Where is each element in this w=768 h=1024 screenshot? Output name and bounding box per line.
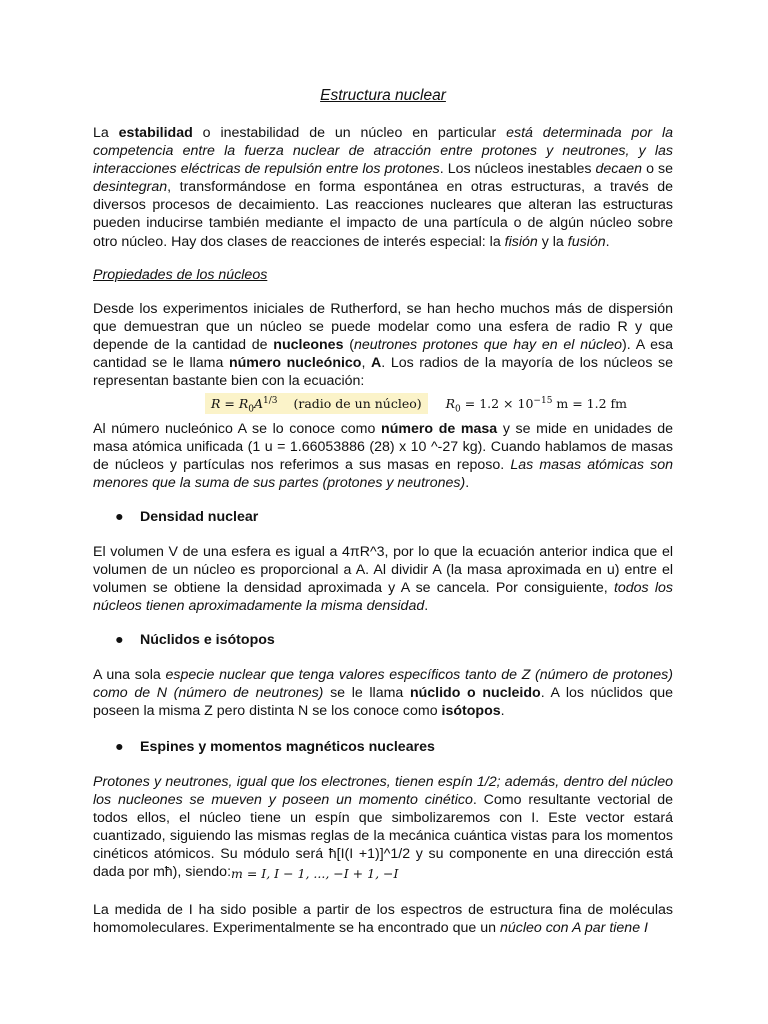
section-heading: Propiedades de los núcleos: [93, 267, 268, 283]
text-run: A una sola: [93, 667, 166, 683]
text-run: .: [465, 475, 470, 492]
text-run: . A los núclidos que poseen la misma Z pero distinta N se los conoce como: [93, 685, 674, 720]
text-run: se le llama: [323, 685, 410, 702]
bullet-density: ● Densidad nuclear: [115, 509, 259, 525]
equation-spin-projection: m = I, I − 1, ..., −I + 1, −I: [231, 866, 399, 881]
text-run: núcleo con A par tiene I: [499, 920, 648, 937]
text-run: desintegran: [93, 179, 168, 196]
text-run: decaen: [595, 161, 643, 178]
text-run: y la: [537, 233, 568, 250]
text-run: ). A esa cantidad se le llama: [93, 337, 674, 372]
paragraph-properties: [93, 300, 673, 390]
bullet-nuclides: ● Núclidos e isótopos: [115, 632, 275, 648]
text-run: . Los radios de la mayoría de los núcleos se representan bastante bien con la ecuación:: [93, 355, 673, 390]
text-run: El volumen V de una esfera es igual a 4πR^3, por lo que la ecuación anterior indica que el volumen de un núcleo es proporcional a A. Al dividir A (la masa aproximada en u) entre el volumen se obtiene la densidad aproximada y A se cancela. Por consiguiente,: [93, 544, 673, 597]
text-run: está determinada por la competencia entre la fuerza nuclear de atracción entre protones y neutrones, y las interacciones eléctricas de repulsión entre los protones: [93, 125, 673, 178]
text-run: estabilidad: [118, 125, 193, 141]
text-run: isótopos: [441, 703, 501, 720]
paragraph-density: [93, 543, 673, 615]
text-run: o se: [642, 161, 673, 178]
paragraph-mass-number: [93, 420, 673, 492]
text-run: Las masas atómicas son menores que la suma de sus partes (protones y neutrones): [93, 457, 673, 492]
text-run: o inestabilidad de un núcleo en particular: [192, 125, 507, 141]
bullet-spins: ● Espines y momentos magnéticos nucleares: [115, 739, 435, 755]
bullet-dot: ●: [115, 632, 124, 648]
paragraph-intro: [93, 124, 673, 251]
paragraph-nuclides: [93, 666, 673, 720]
text-run: .: [500, 703, 505, 720]
text-run: especie nuclear que tenga valores específicos tanto de Z (número de protones) como de N (número de neutrones): [93, 667, 673, 702]
text-run: Al número nucleónico A se lo conoce como: [93, 421, 382, 437]
text-run: .: [424, 598, 429, 615]
text-run: Protones y neutrones, igual que los electrones, tienen espín 1/2; además, dentro del núcleo los nucleones se mueven y poseen un momento cinético: [93, 774, 673, 809]
text-run: y se mide en unidades de masa atómica unificada (1 u = 1.66053886 (28) x 10 ^-27 kg). Cuando hablamos de masas de núcleos y partículas nos referimos a sus masas en reposo.: [93, 421, 673, 474]
text-run: nucleones: [273, 337, 344, 354]
text-run: fusión: [567, 233, 606, 250]
text-run: núclido o nucleido: [409, 685, 541, 702]
bullet-dot: ●: [115, 509, 124, 525]
text-run: .: [605, 233, 610, 250]
equation-radius-highlight: $R = R_0A^{1/3}$ (radio de un núcleo): [205, 393, 428, 414]
text-run: La: [93, 125, 119, 141]
bullet-dot: ●: [115, 739, 124, 755]
text-run: . Como resultante vectorial de todos ellos, el núcleo tiene un espín que simbolizaremos con I. Este vector estará cuantizado, siguiendo las mismas reglas de la mecánica cuántica vistas para los momentos cinéticos atómicos. Su módulo será ħ[I(I +1)]^1/2 y su componente en una dirección está dada por mħ), siendo:: [93, 792, 673, 881]
text-run: , transformándose en forma espontánea en otras estructuras, a través de diversos procesos de decaimiento. Las reacciones nucleares que alteran las estructuras pueden inducirse también mediante el impacto de una partícula o de algún núcleo sobre otro núcleo. Hay dos clases de reacciones de interés especial: la: [93, 179, 673, 250]
text-run: fisión: [504, 233, 538, 250]
text-run: La medida de I ha sido posible a partir de los espectros de estructura fina de moléculas homomoleculares. Experimentalmente se ha encontrado que un: [93, 902, 673, 937]
equation-radius: $R = R_0A^{1/3}$ (radio de un núcleo) $R_0 = 1.2 \times 10^{-15}$ m = 1.2 fm: [205, 392, 627, 419]
text-run: neutrones protones que hay en el núcleo: [353, 337, 623, 354]
text-run: Desde los experimentos iniciales de Rutherford, se han hecho muchos más de dispersión que demuestran que un núcleo se puede modelar como una esfera de radio R y que depende de la cantidad de: [93, 301, 673, 354]
text-run: número nucleónico: [228, 355, 362, 372]
text-run: ,: [361, 355, 372, 372]
text-run: (: [343, 337, 354, 354]
document-title: Estructura nuclear: [320, 87, 446, 104]
text-run: todos los núcleos tienen aproximadamente la misma densidad: [93, 580, 673, 615]
text-run: número de masa: [381, 421, 498, 437]
paragraph-measurement: [93, 901, 673, 937]
text-run: A: [371, 355, 382, 372]
text-run: . Los núcleos inestables: [439, 161, 596, 178]
